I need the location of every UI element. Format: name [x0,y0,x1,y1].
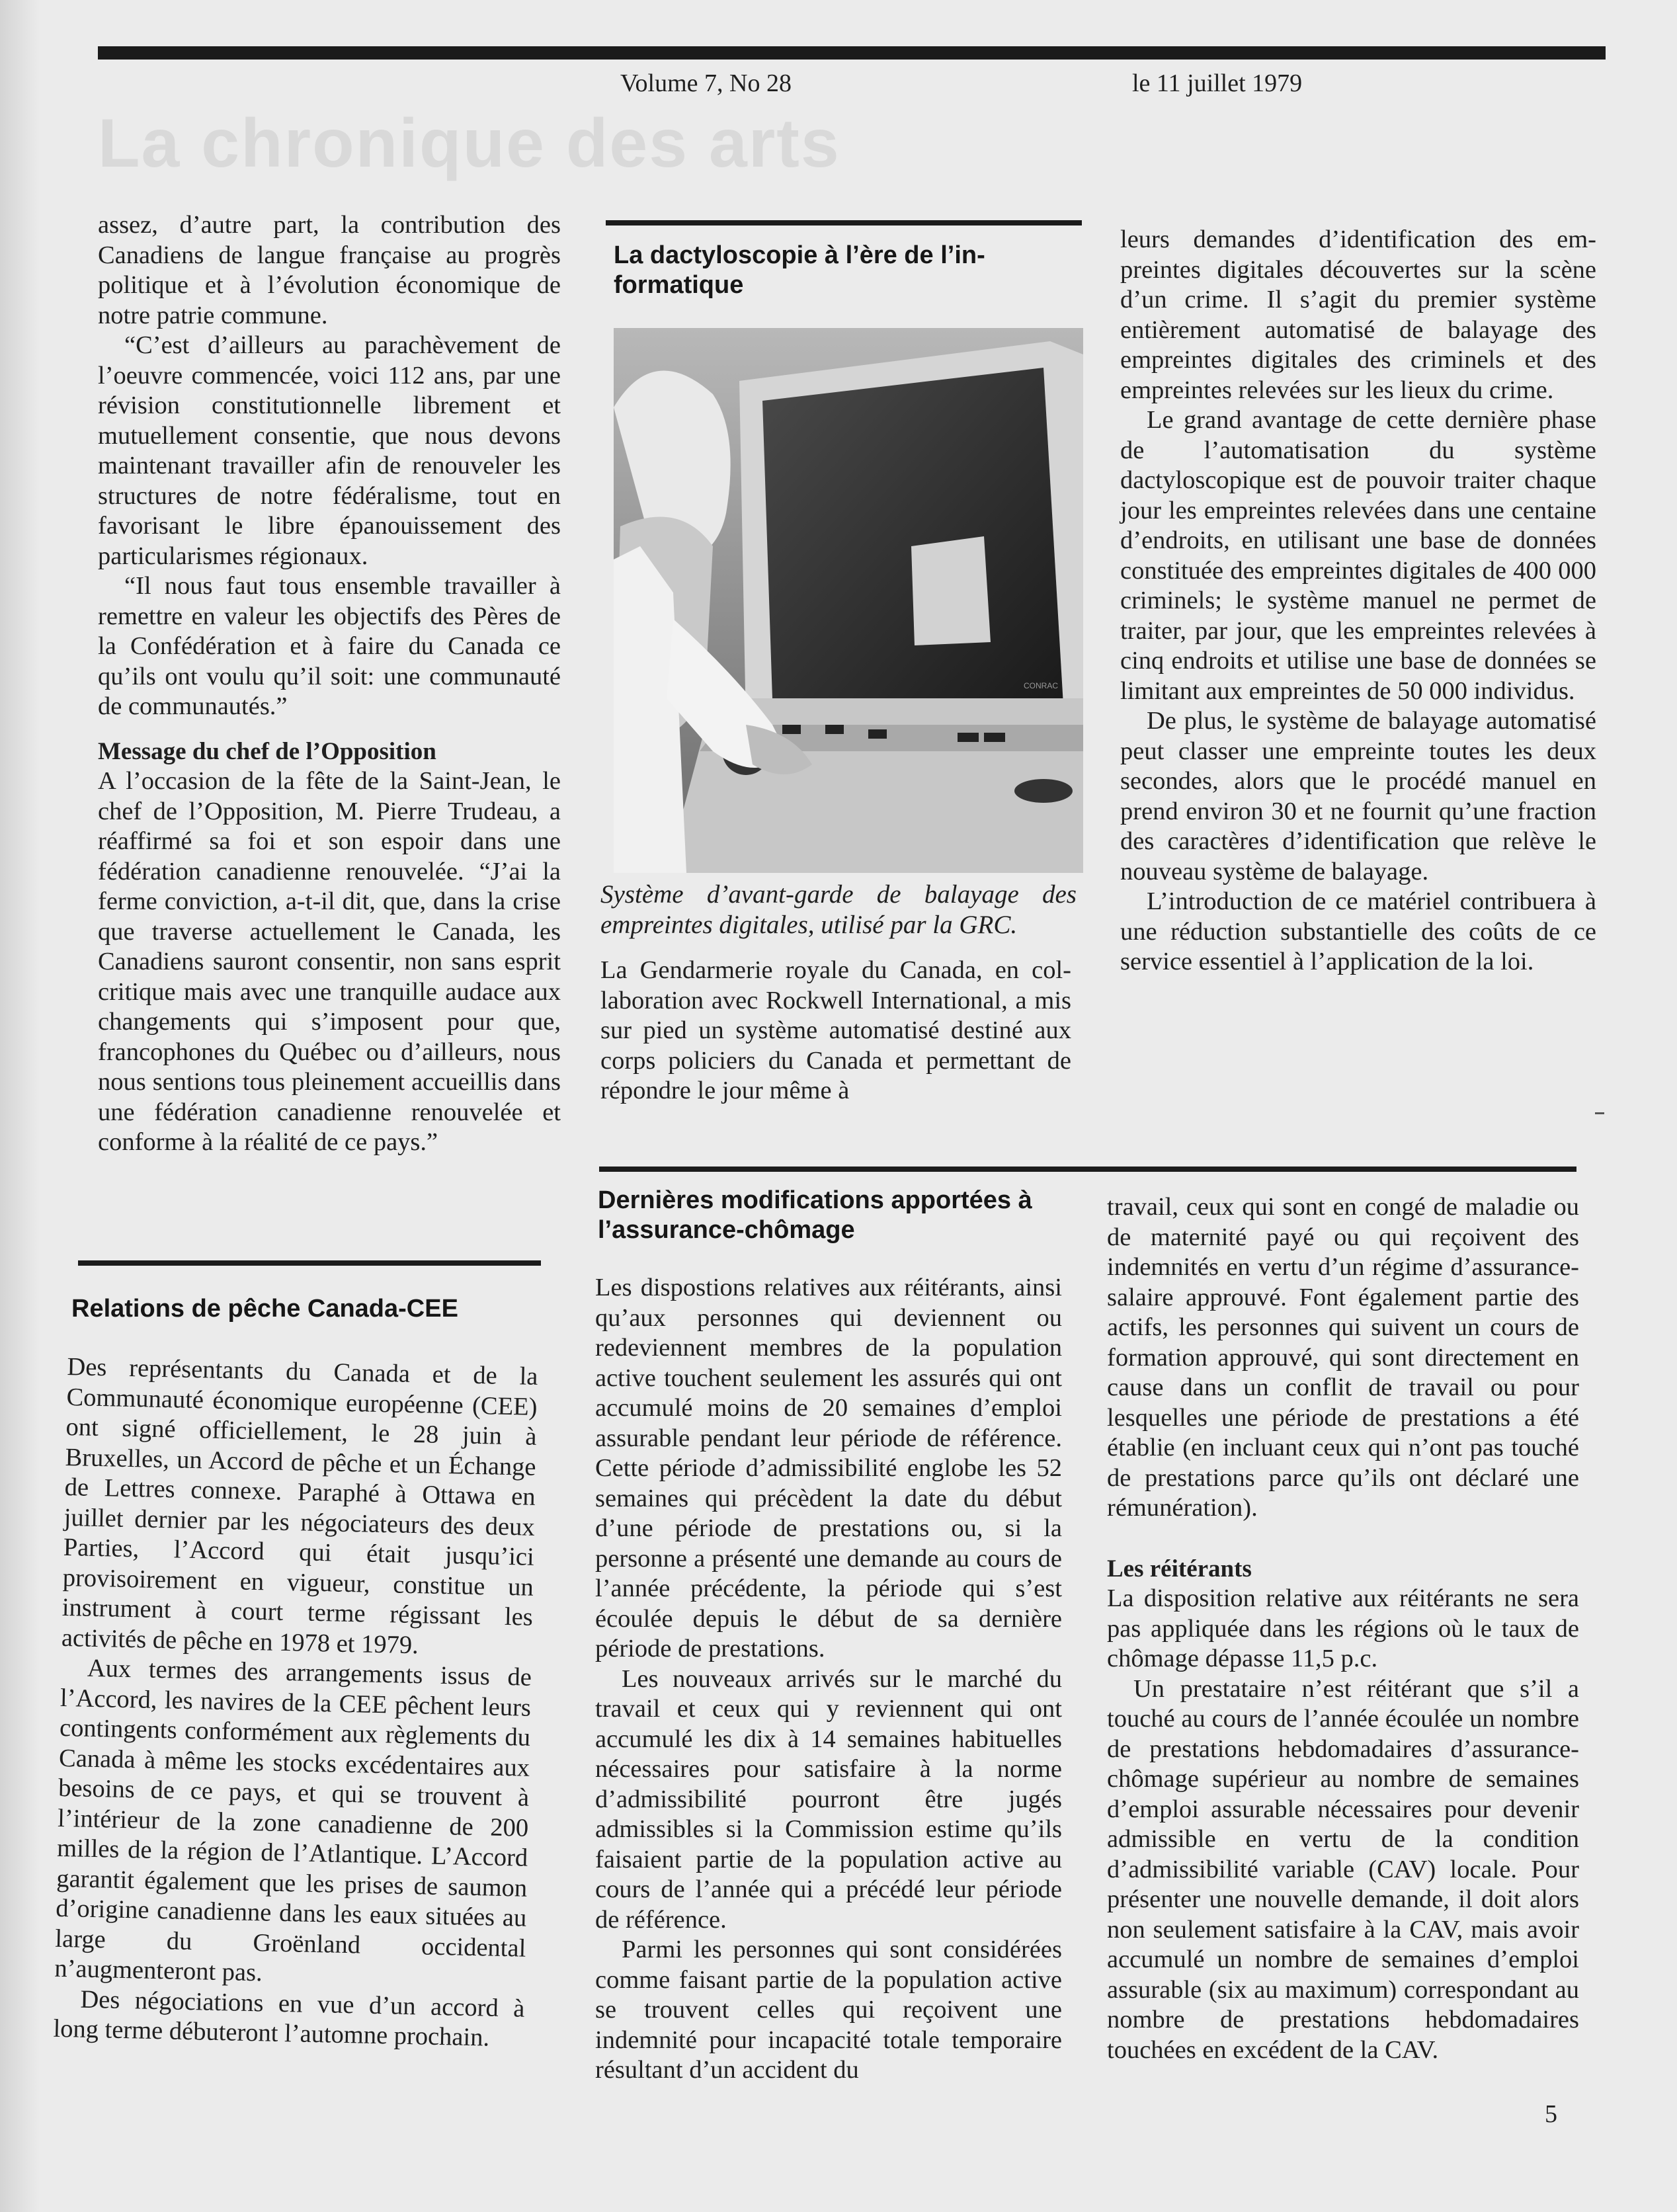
paragraph: A l’occasion de la fête de la Saint-Jean, le chef de l’Opposition, M. Pierre Trudeau, a réaffirmé sa foi et son espoir dans une fédération canadienne renouvelée. “J’ai la ferme conviction, a-t-il dit, que, dans la crise que traverse actuellement le Canada, les Canadiens sauront consentir, non sans esprit critique mais avec une tranquille audace aux changements qui s’imposent pour que, francophones du Québec ou d’ailleurs, nous nous sentions tous pleinement accueillis dans une fédération canadienne renouvelée et conforme à la réalité de ce pays.” [98,767,561,1156]
top-rule [98,46,1606,60]
headline-fingerprint: La dactyloscopie à l’ère de l’informatique [614,241,985,299]
paragraph: La Gendarmerie royale du Canada, en collaboration avec Rockwell International, a mis sur pied un système automatisé destiné aux corps policiers du Canada et permettant de répondre le jour même à [600,956,1071,1104]
fisheries-body [53,1352,538,2054]
paragraph: Les nouveaux arrivés sur le marché du travail et ceux qui y reviennent qui ont accumulé les dix à 14 semaines habituelles nécessaires pour satisfaire à la norme d’admissibilité pourront être jugés admissibles si la Commission estime qu’ils faisaient partie de la population active au cours de l’année qui a précédé leur période de référence. [595,1664,1062,1934]
fingerprint-body-col3 [1120,225,1596,977]
issue-volume: Volume 7, No 28 [620,69,792,97]
section-rule [599,1167,1576,1172]
headline-insurance: Dernières modifications apportées à l’assurance-chômage [598,1186,1032,1244]
headline-fisheries: Relations de pêche Canada-CEE [71,1295,458,1323]
paragraph: Le grand avantage de cette dernière phase de l’automatisation du système dactyloscopique est de pouvoir traiter chaque jour les empreintes relevées dans une centaine d’endroits, en utilisant une base de données constituée des empreintes digitales de 400 000 criminels; le système manuel ne permet de traiter, par jour, que les empreintes relevées à cinq endroits et utilise une base de données se limitant aux empreintes de 50 000 individus. [1120,406,1596,705]
paragraph: Les dispostions relatives aux réitérants, ainsi qu’aux personnes qui deviennent ou redeviennent membres de la population active touchent seulement les assurés qui ont accumulé moins de 20 semaines d’emploi assurable pendant leur période de référence. Cette période d’admissibilité englobe les 52 semaines qui précèdent la date du début d’une période de prestations ou, si la personne a présenté une demande au cours de l’année précédente, la période qui s’est écoulée depuis le début de sa dernière période de prestations. [595,1274,1062,1662]
paragraph: La disposition relative aux réitérants ne sera pas appliquée dans les régions où le taux de chômage dépasse 11,5 p.c. [1107,1584,1579,1672]
column-1-top [98,210,561,1158]
photo-illustration [614,328,1083,873]
paragraph: “Il nous faut tous ensemble travailler à remettre en valeur les objectifs des Pères de la Confédération et à faire du Canada ce qu’ils ont voulu qu’il soit: une communauté de communautés.” [98,572,561,720]
paragraph: Un prestataire n’est réitérant que s’il a touché au cours de l’année écoulée un nombre de prestations hebdomadaires d’assurance-chômage supérieur au nombre de semaines d’emploi assurable nécessaires pour devenir admissible en vertu de la condition d’admissibilité variable (CAV) locale. Pour présenter une nouvelle demande, il doit alors non seulement satisfaire à la CAV, mais avoir accumulé un nombre de semaines d’emploi assurable (six au maximum) correspondant au nombre de prestations hebdomadaires touchées en excédent de la CAV. [1107,1674,1579,2064]
paragraph: Parmi les personnes qui sont considérées comme faisant partie de la population active se trouvent celles qui reçoivent une indemnité pour incapacité totale temporaire résultant d’un accident du [595,1936,1062,2084]
insurance-body-col2 [595,1273,1062,2086]
photo-caption: Système d’avant-garde de balayage des empreintes digitales, utilisé par la GRC. [600,880,1077,939]
paragraph: travail, ceux qui sont en congé de maladie ou de maternité payé ou qui reçoivent des indemnités en vertu d’un régime d’assurance-salaire approuvé. Font également partie des actifs, les personnes qui suivent un cours de formation approuvé, qui sont directement en cause dans un conflit de travail ou pour lesquelles une période de prestations a été établie (en incluant ceux qui n’ont pas touché de prestations parce qu’ils ont déclaré une rémunération). [1107,1193,1579,1522]
insurance-body-col3 [1107,1192,1579,2065]
fingerprint-body-col2 [600,956,1071,1106]
section-rule [606,220,1082,225]
page-edge-shadow [0,0,40,2212]
subhead-opposition: Message du chef de l’Opposition [98,737,436,765]
page-number: 5 [1545,2100,1557,2128]
subhead-reiterants: Les réitérants [1107,1555,1252,1582]
show-through-heading: La chronique des arts [98,105,840,182]
paragraph: Aux termes des arrangements issus de l’Accord, les navires de la CEE pêchent leurs contingents conformément aux règlements du Canada à même les stocks excédentaires aux besoins de ce pays, et qui se trouvent à l’intérieur de la zone canadienne de 200 milles de la région de l’Atlantique. L’Accord garantit également que les prises de saumon d’origine canadienne dans les eaux situées au large du Groënland occidental n’augmenteront pas. [54,1654,532,1987]
section-rule [78,1260,541,1266]
paragraph: assez, d’autre part, la contribution des Canadiens de langue française au progrès politique et à l’évolution économique de notre patrie commune. [98,211,561,329]
paragraph: “C’est d’ailleurs au parachèvement de l’oeuvre commencée, voici 112 ans, par une révision constitutionnelle librement et mutuellement consentie, que nous devons maintenant travailler afin de renouveler les structures de notre fédéralisme, tout en favorisant le libre épanouissement des particularismes régionaux. [98,331,561,570]
margin-mark [1595,1112,1604,1114]
monitor-brand: CONRAC [1024,681,1059,690]
issue-date: le 11 juillet 1979 [1132,69,1303,97]
paragraph: De plus, le système de balayage automatisé peut classer une empreinte toutes les deux secondes, alors que le procédé manuel en prend environ 30 et ne fournit qu’une fraction des caractères d’identification que relève le nouveau système de balayage. [1120,707,1596,885]
paragraph: leurs demandes d’identification des empreintes digitales découvertes sur la scène d’un crime. Il s’agit du premier système entièrement automatisé de balayage des empreintes digitales des criminels et des empreintes relevées sur les lieux du crime. [1120,225,1596,404]
fingerprint-photo [614,328,1083,873]
paragraph: L’introduction de ce matériel contribuera à une réduction substantielle des coûts de ce service essentiel à l’application de la loi. [1120,887,1596,975]
paragraph: Des négociations en vue d’un accord à long terme débuteront l’automne prochain. [53,1985,525,2052]
paragraph: Des représentants du Canada et de la Communauté économique européenne (CEE) ont signé officiellement, le 28 juin à Bruxelles, un Accord de pêche et un Échange de Lettres connexe. Paraphé à Ottawa en juillet dernier par les négociateurs des deux Parties, l’Accord qui était jusqu’ici provisoirement en vigueur, constitue un instrument à court terme régissant les activités de pêche en 1978 et 1979. [61,1352,538,1659]
